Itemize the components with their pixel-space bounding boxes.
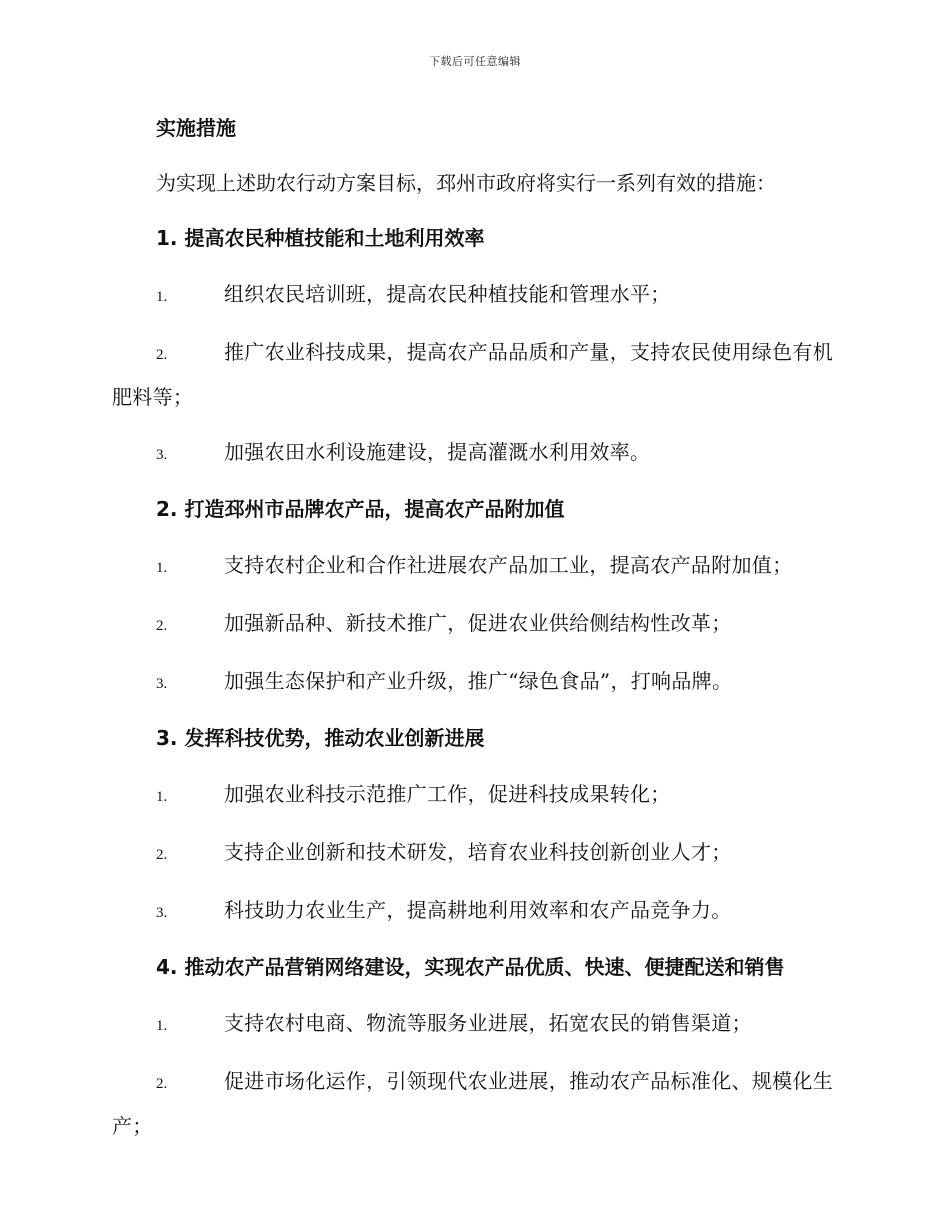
- list-item: [112, 273, 834, 318]
- list-item: [112, 1060, 834, 1147]
- item-text: 加强农田水利设施建设，提高灌溉水利用效率。: [224, 440, 651, 464]
- item-number: 1.: [156, 560, 168, 576]
- document-body: [112, 108, 834, 1160]
- item-number: 1.: [156, 289, 168, 305]
- item-number: 1.: [156, 789, 168, 805]
- list-item: [112, 889, 834, 934]
- group-heading: 2. 打造邳州市品牌农产品，提高农产品附加值: [156, 497, 565, 521]
- item-text: 加强生态保护和产业升级，推广“绿色食品”，打响品牌。: [224, 669, 733, 693]
- group-heading: 1. 提高农民种植技能和土地利用效率: [156, 226, 485, 250]
- list-item: [112, 1002, 834, 1047]
- item-number: 2.: [156, 1076, 168, 1092]
- section-title: 实施措施: [156, 116, 236, 140]
- list-item: [112, 773, 834, 818]
- item-number: 3.: [156, 676, 168, 692]
- item-number: 2.: [156, 847, 168, 863]
- list-item: [112, 331, 834, 418]
- list-item: [112, 660, 834, 705]
- section-intro: 为实现上述助农行动方案目标，邳州市政府将实行一系列有效的措施：: [156, 171, 776, 195]
- list-item: [112, 602, 834, 647]
- item-text: 支持企业创新和技术研发，培育农业科技创新创业人才；: [224, 840, 732, 864]
- item-number: 2.: [156, 347, 168, 363]
- item-number: 3.: [156, 905, 168, 921]
- item-text: 推广农业科技成果，提高农产品品质和产量，支持农民使用绿色有机肥料等；: [112, 340, 833, 409]
- list-item: [112, 431, 834, 476]
- item-number: 1.: [156, 1018, 168, 1034]
- list-item: [112, 544, 834, 589]
- item-text: 科技助力农业生产，提高耕地利用效率和农产品竞争力。: [224, 898, 732, 922]
- item-number: 3.: [156, 447, 168, 463]
- list-item: [112, 831, 834, 876]
- item-text: 组织农民培训班，提高农民种植技能和管理水平；: [224, 282, 671, 306]
- item-text: 促进市场化运作，引领现代农业进展，推动农产品标准化、规模化生产；: [112, 1069, 833, 1138]
- item-text: 支持农村企业和合作社进展农产品加工业，提高农产品附加值；: [224, 553, 793, 577]
- item-text: 加强新品种、新技术推广，促进农业供给侧结构性改革；: [224, 611, 732, 635]
- group-heading: 3. 发挥科技优势，推动农业创新进展: [156, 726, 485, 750]
- item-text: 支持农村电商、物流等服务业进展，拓宽农民的销售渠道；: [224, 1011, 752, 1035]
- page-header: 下载后可任意编辑: [429, 55, 521, 68]
- item-text: 加强农业科技示范推广工作，促进科技成果转化；: [224, 782, 671, 806]
- group-heading: 4. 推动农产品营销网络建设，实现农产品优质、快速、便捷配送和销售: [156, 955, 785, 979]
- item-number: 2.: [156, 618, 168, 634]
